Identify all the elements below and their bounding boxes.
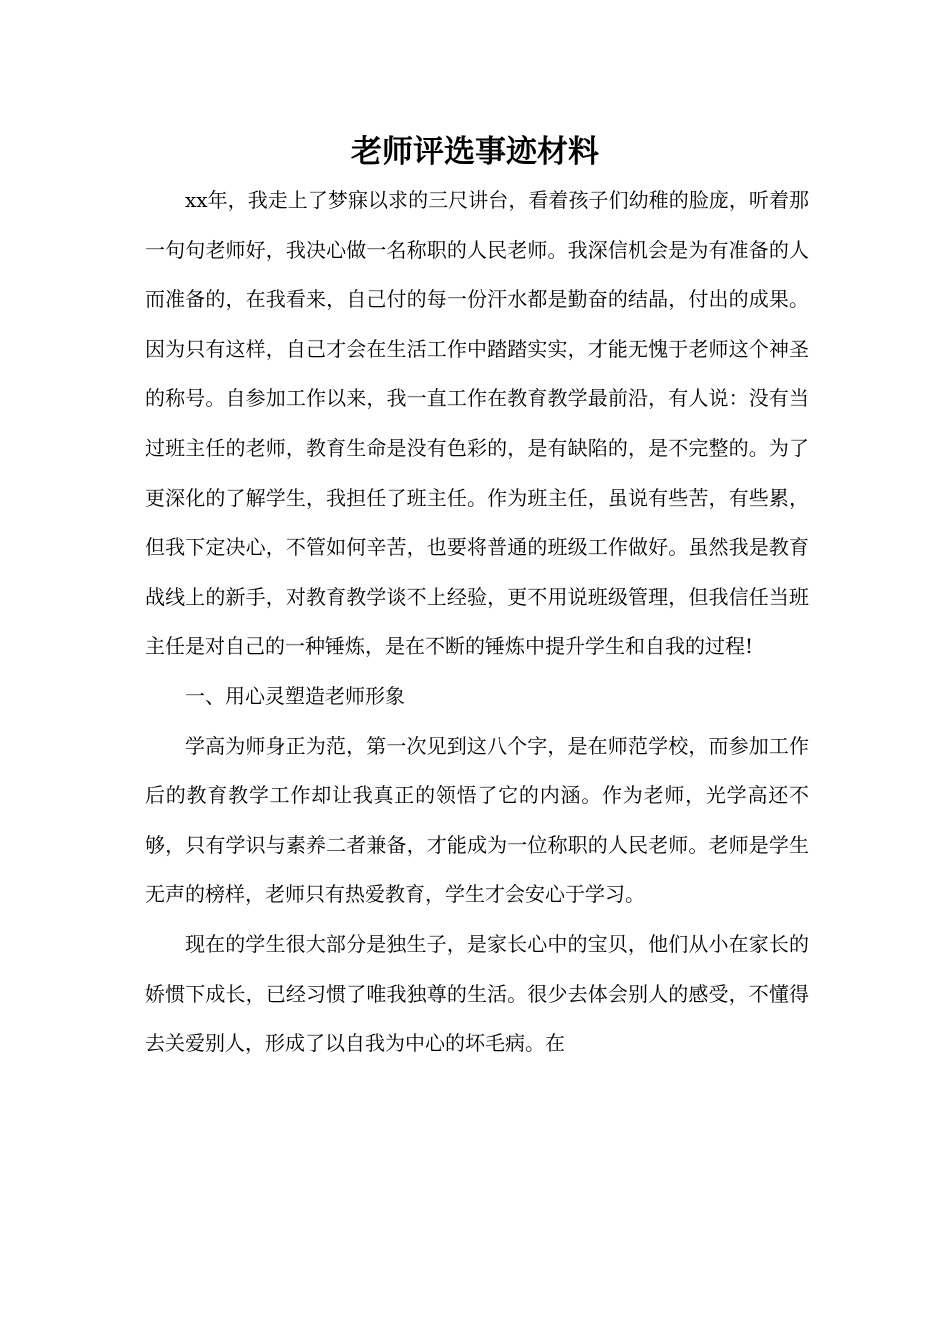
section-heading-1: 一、用心灵塑造老师形象 [185, 683, 405, 708]
paragraph-intro: xx年，我走上了梦寐以求的三尺讲台，看着孩子们幼稚的脸庞，听着那一句句老师好，我决心做一名称职的人民老师。我深信机会是为有准备的人而准备的，在我看来，自己付的每一份汗水都是勤奋的结晶，付出的成果。因为只有这样，自己才会在生活工作中踏踏实实，才能无愧于老师这个神圣的称号。自参加工作以来，我一直工作在教育教学最前沿，有人说：没有当过班主任的老师，教育生命是没有色彩的，是有缺陷的，是不完整的。为了更深化的了解学生，我担任了班主任。作为班主任，虽说有些苦，有些累，但我下定决心，不管如何辛苦，也要将普通的班级工作做好。虽然我是教育战线上的新手，对教育教学谈不上经验，更不用说班级管理，但我信任当班主任是对自己的一种锤炼，是在不断的锤炼中提升学生和自我的过程! [145, 188, 809, 659]
document-title: 老师评选事迹材料 [351, 134, 599, 170]
paragraph-section-1-b: 现在的学生很大部分是独生子，是家长心中的宝贝，他们从小在家长的娇惯下成长，已经习惯了唯我独尊的生活。很少去体会别人的感受，不懂得去关爱别人，形成了以自我为中心的坏毛病。在 [145, 931, 809, 1056]
paragraph-section-1-a: 学高为师身正为范，第一次见到这八个字，是在师范学校，而参加工作后的教育教学工作却让我真正的领悟了它的内涵。作为老师，光学高还不够，只有学识与素养二者兼备，才能成为一位称职的人民老师。老师是学生无声的榜样，老师只有热爱教育，学生才会安心于学习。 [145, 733, 809, 907]
document-body [145, 176, 809, 1069]
